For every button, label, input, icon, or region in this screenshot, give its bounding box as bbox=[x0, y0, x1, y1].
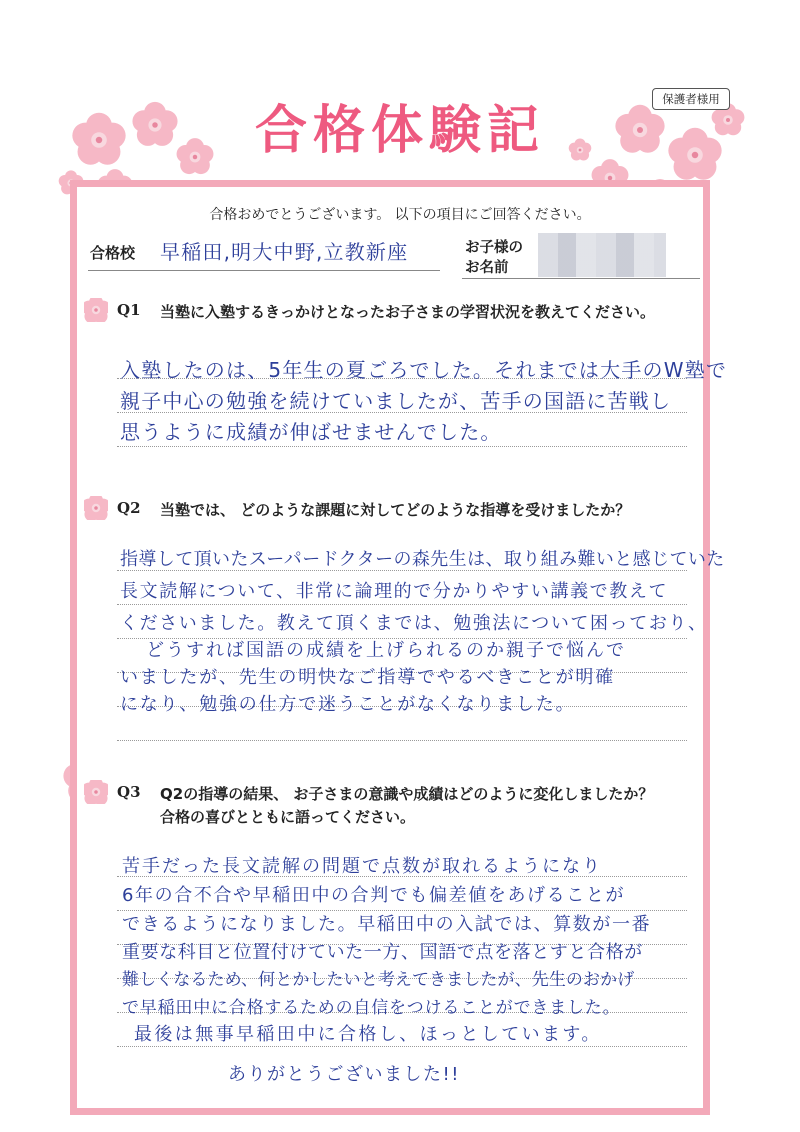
q3-answer-line-7: 最後は無事早稲田中に合格し、ほっとしています。 bbox=[134, 1024, 602, 1045]
q1-text: 当塾に入塾するきっかけとなったお子さまの学習状況を教えてください。 bbox=[160, 303, 656, 321]
audience-badge: 保護者様用 bbox=[652, 88, 730, 110]
q3-answer-line-8: ありがとうございました!! bbox=[228, 1064, 460, 1085]
q1-answer-line-2: 親子中心の勉強を続けていましたが、苦手の国語に苦戦し bbox=[120, 389, 672, 413]
q2-answer-line-6: になり、勉強の仕方で迷うことがなくなりました。 bbox=[120, 694, 576, 715]
blossom-bullet-icon bbox=[84, 496, 108, 520]
school-value: 早稲田,明大中野,立教新座 bbox=[160, 240, 409, 264]
blossom-bullet-icon bbox=[84, 780, 108, 804]
q1-number: Q1 bbox=[117, 301, 141, 319]
q3-answer-line-2: 6年の合不合や早稲田中の合判でも偏差値をあげることが bbox=[122, 885, 626, 906]
q2-answer-line-1: 指導して頂いたスーパードクターの森先生は、取り組み難いと感じていた bbox=[120, 549, 725, 570]
q3-answer-line-4: 重要な科目と位置付けていた一方、国語で点を落とすと合格が bbox=[122, 942, 643, 963]
q3-answer-line-5: 難しくなるため、何とかしたいと考えてきましたが、先生のおかげ bbox=[122, 970, 635, 990]
school-label: 合格校 bbox=[90, 244, 136, 262]
q3-answer-line-3: できるようになりました。早稲田中の入試では、算数が一番 bbox=[122, 914, 652, 935]
page-title: 合格体験記 bbox=[254, 100, 545, 161]
q2-number: Q2 bbox=[117, 499, 141, 517]
q1-answer-line-3: 思うように成績が伸ばせませんでした。 bbox=[120, 420, 502, 444]
q2-answer-line-5: いましたが、先生の明快なご指導でやるべきことが明確 bbox=[120, 667, 615, 688]
child-name-label-line2: お名前 bbox=[465, 260, 509, 276]
q2-answer-line-4: どうすれば国語の成績を上げられるのか親子で悩んで bbox=[146, 640, 626, 661]
child-name-redacted bbox=[538, 233, 666, 277]
child-name-label-line1: お子様の bbox=[465, 240, 523, 256]
q3-answer-line-1: 苦手だった長文読解の問題で点数が取れるようになり bbox=[122, 856, 602, 877]
q1-answer-line-1: 入塾したのは、5年生の夏ごろでした。それまでは大手のW塾で bbox=[120, 358, 728, 382]
q3-answer-line-6: で早稲田中に合格するための自信をつけることができました。 bbox=[122, 998, 621, 1018]
q2-answer-line-2: 長文読解について、非常に論理的で分かりやすい講義で教えて bbox=[120, 581, 669, 602]
blossom-bullet-icon bbox=[84, 298, 108, 322]
q2-answer-line-3: くださいました。教えて頂くまでは、勉強法について困っており、 bbox=[120, 613, 708, 634]
q3-number: Q3 bbox=[117, 783, 141, 801]
child-name-label bbox=[465, 238, 523, 278]
q3-text-line-2: 合格の喜びとともに語ってください。 bbox=[160, 808, 416, 826]
intro-text: 合格おめでとうございます。 以下の項目にご回答ください。 bbox=[209, 207, 591, 223]
q2-text: 当塾では、 どのような課題に対してどのような指導を受けましたか？ bbox=[160, 501, 631, 519]
q3-text-line-1: Q2の指導の結果、 お子さまの意識や成績はどのように変化しましたか？ bbox=[160, 785, 654, 803]
